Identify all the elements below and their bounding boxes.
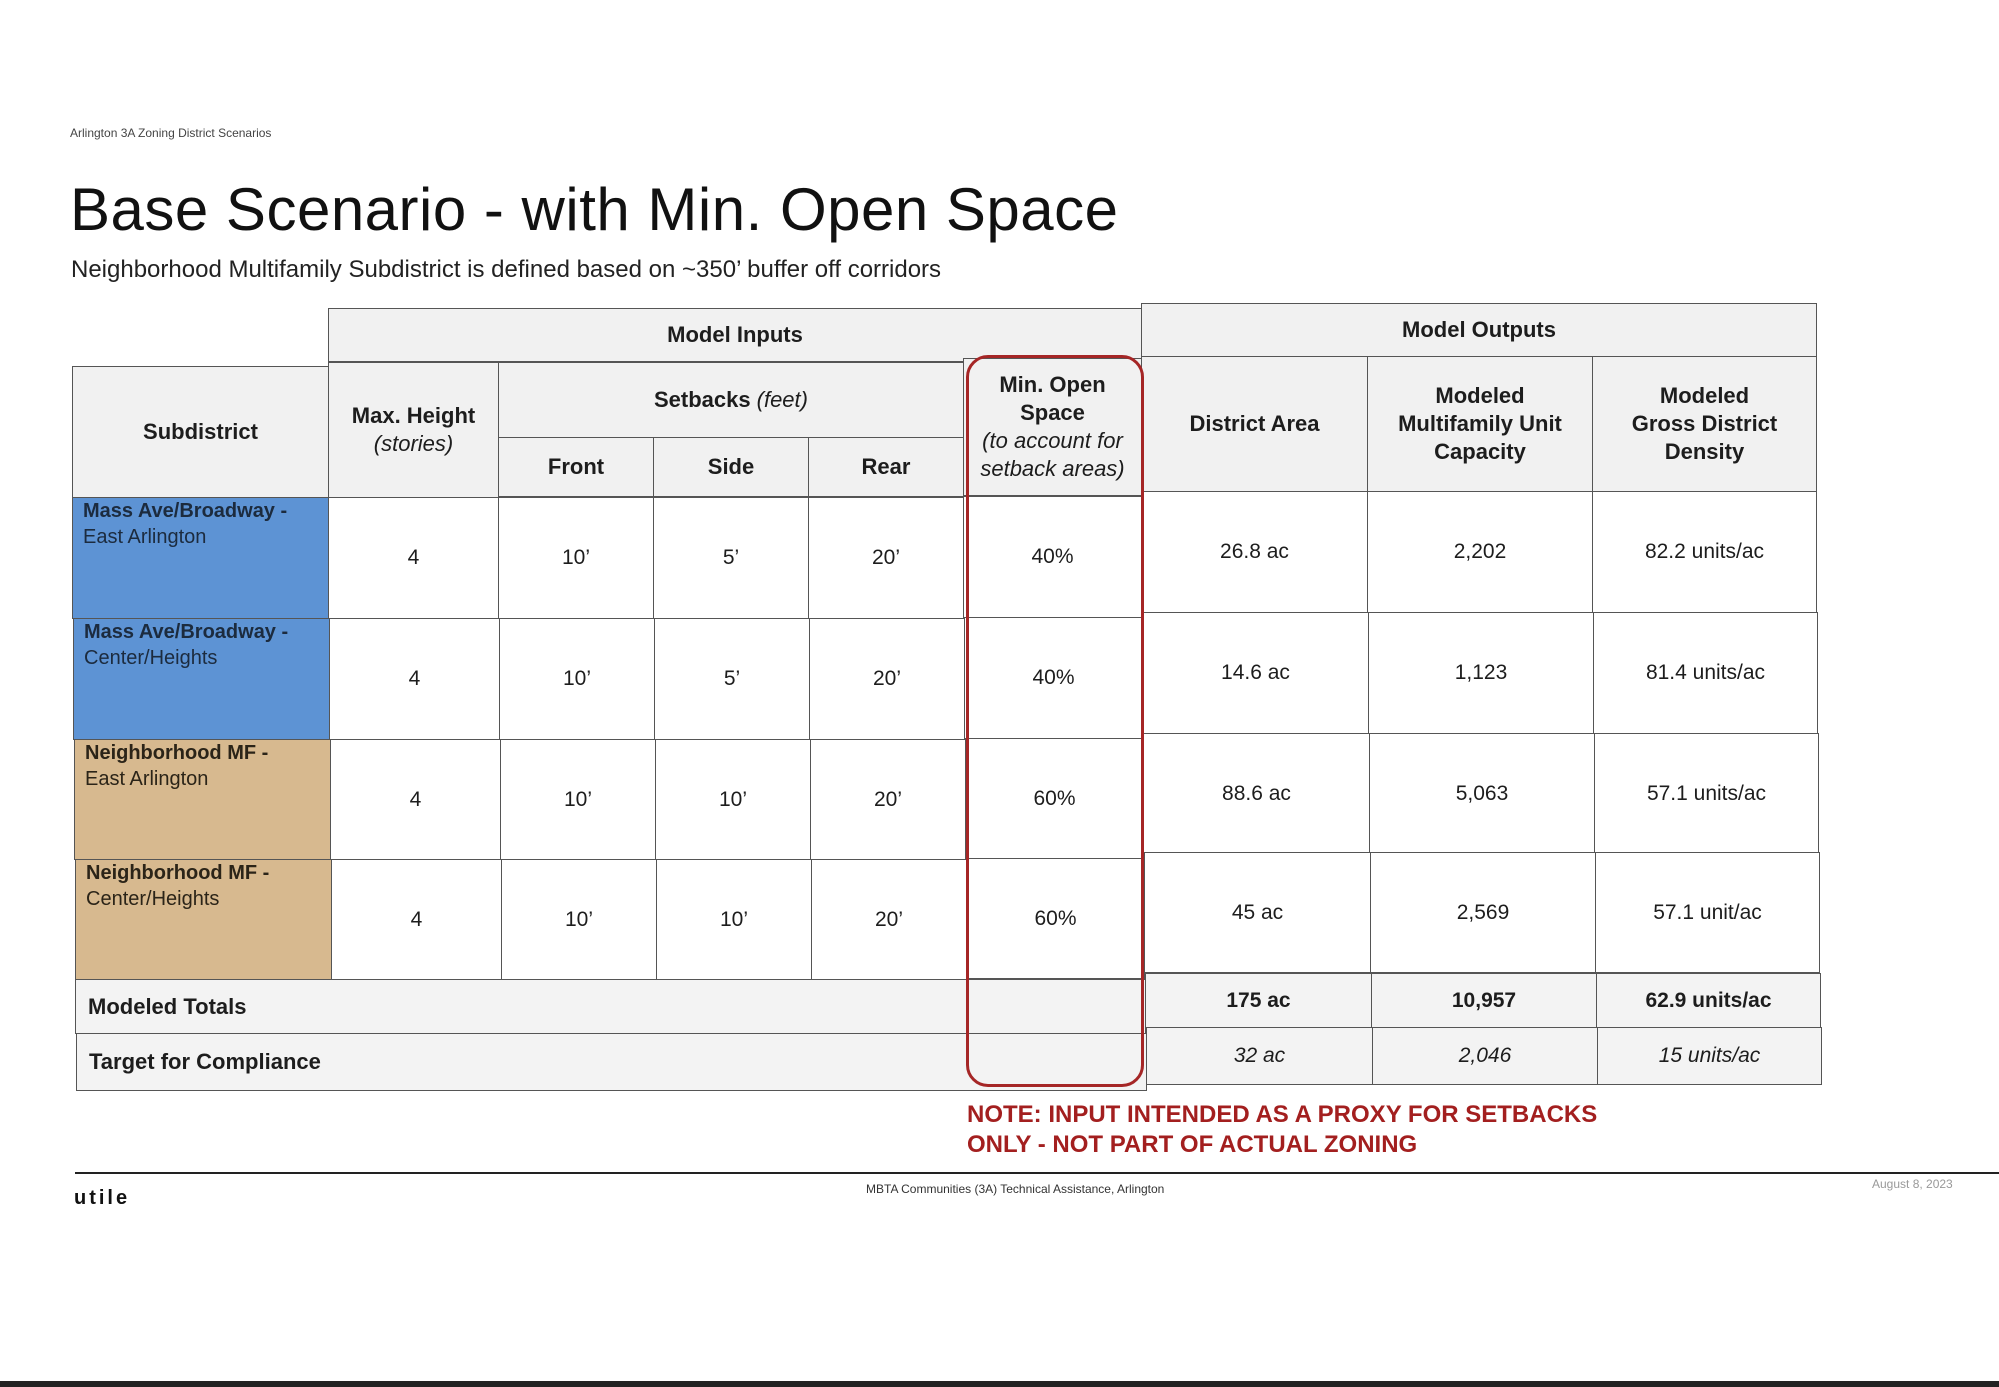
proxy-note-line-1: NOTE: INPUT INTENDED AS A PROXY FOR SETBACKS (967, 1101, 1598, 1128)
col-header-subdistrict: Subdistrict (72, 366, 329, 498)
col-header-front: Front (498, 437, 654, 497)
cell-front: 10’ (498, 497, 654, 619)
cell-min-open-space: 60% (966, 858, 1145, 979)
cell-density: 57.1 unit/ac (1595, 852, 1820, 973)
cell-district-area: 14.6 ac (1142, 612, 1369, 734)
group-header-model-outputs: Model Outputs (1141, 303, 1817, 357)
row-subdistrict-label: Mass Ave/Broadway - East Arlington (72, 497, 329, 619)
cell-density: 57.1 units/ac (1594, 733, 1819, 854)
col-header-min-open-space: Min. Open Space (to account for setback areas) (963, 358, 1142, 496)
scan-edge-bar (0, 1381, 1999, 1387)
cell-district-area: 26.8 ac (1141, 491, 1368, 613)
cell-max-height: 4 (331, 859, 502, 980)
target-unit-capacity: 2,046 (1372, 1027, 1598, 1085)
col-header-gross-density: Modeled Gross District Density (1592, 356, 1817, 492)
footer-caption: MBTA Communities (3A) Technical Assistance, Arlington (866, 1182, 1165, 1196)
cell-unit-capacity: 1,123 (1368, 612, 1594, 734)
totals-district-area: 175 ac (1145, 973, 1372, 1028)
target-density: 15 units/ac (1597, 1027, 1822, 1085)
row-subdistrict-label: Mass Ave/Broadway - Center/Heights (73, 618, 330, 740)
cell-unit-capacity: 5,063 (1369, 733, 1595, 854)
cell-side: 5’ (653, 497, 809, 619)
cell-density: 81.4 units/ac (1593, 612, 1818, 734)
cell-rear: 20’ (809, 618, 965, 740)
cell-unit-capacity: 2,569 (1370, 852, 1596, 973)
cell-district-area: 88.6 ac (1143, 733, 1370, 854)
cell-front: 10’ (501, 859, 657, 980)
cell-rear: 20’ (808, 497, 964, 619)
cell-front: 10’ (500, 739, 656, 860)
cell-front: 10’ (499, 618, 655, 740)
col-header-district-area: District Area (1141, 356, 1368, 492)
totals-density: 62.9 units/ac (1596, 973, 1821, 1028)
proxy-note (967, 1100, 1597, 1160)
target-district-area: 32 ac (1146, 1027, 1373, 1085)
row-subdistrict-label: Neighborhood MF - East Arlington (74, 739, 331, 860)
col-header-rear: Rear (808, 437, 964, 497)
row-subdistrict-label: Neighborhood MF - Center/Heights (75, 859, 332, 980)
target-compliance-label: Target for Compliance (76, 1033, 1147, 1091)
cell-side: 10’ (656, 859, 812, 980)
cell-unit-capacity: 2,202 (1367, 491, 1593, 613)
cell-side: 10’ (655, 739, 811, 860)
col-header-max-height: Max. Height (stories) (328, 362, 499, 498)
cell-min-open-space: 40% (964, 617, 1143, 739)
page-title: Base Scenario - with Min. Open Space (70, 176, 1119, 243)
totals-unit-capacity: 10,957 (1371, 973, 1597, 1028)
col-header-setbacks: Setbacks (feet) (498, 362, 964, 438)
group-header-model-inputs: Model Inputs (328, 308, 1142, 362)
col-header-unit-capacity: Modeled Multifamily Unit Capacity (1367, 356, 1593, 492)
cell-rear: 20’ (811, 859, 967, 980)
cell-rear: 20’ (810, 739, 966, 860)
col-header-side: Side (653, 437, 809, 497)
cell-min-open-space: 40% (963, 496, 1142, 618)
cell-max-height: 4 (329, 618, 500, 740)
utile-logo: utile (74, 1187, 131, 1209)
modeled-totals-label: Modeled Totals (75, 979, 1146, 1034)
cell-max-height: 4 (328, 497, 499, 619)
cell-max-height: 4 (330, 739, 501, 860)
page-subtitle: Neighborhood Multifamily Subdistrict is defined based on ~350’ buffer off corridors (71, 256, 942, 283)
footer-date: August 8, 2023 (1872, 1177, 1953, 1191)
cell-district-area: 45 ac (1144, 852, 1371, 973)
cell-density: 82.2 units/ac (1592, 491, 1817, 613)
document-header-label: Arlington 3A Zoning District Scenarios (70, 126, 272, 140)
proxy-note-line-2: ONLY - NOT PART OF ACTUAL ZONING (967, 1131, 1418, 1158)
cell-min-open-space: 60% (965, 738, 1144, 859)
cell-side: 5’ (654, 618, 810, 740)
footer-divider (75, 1172, 1999, 1174)
